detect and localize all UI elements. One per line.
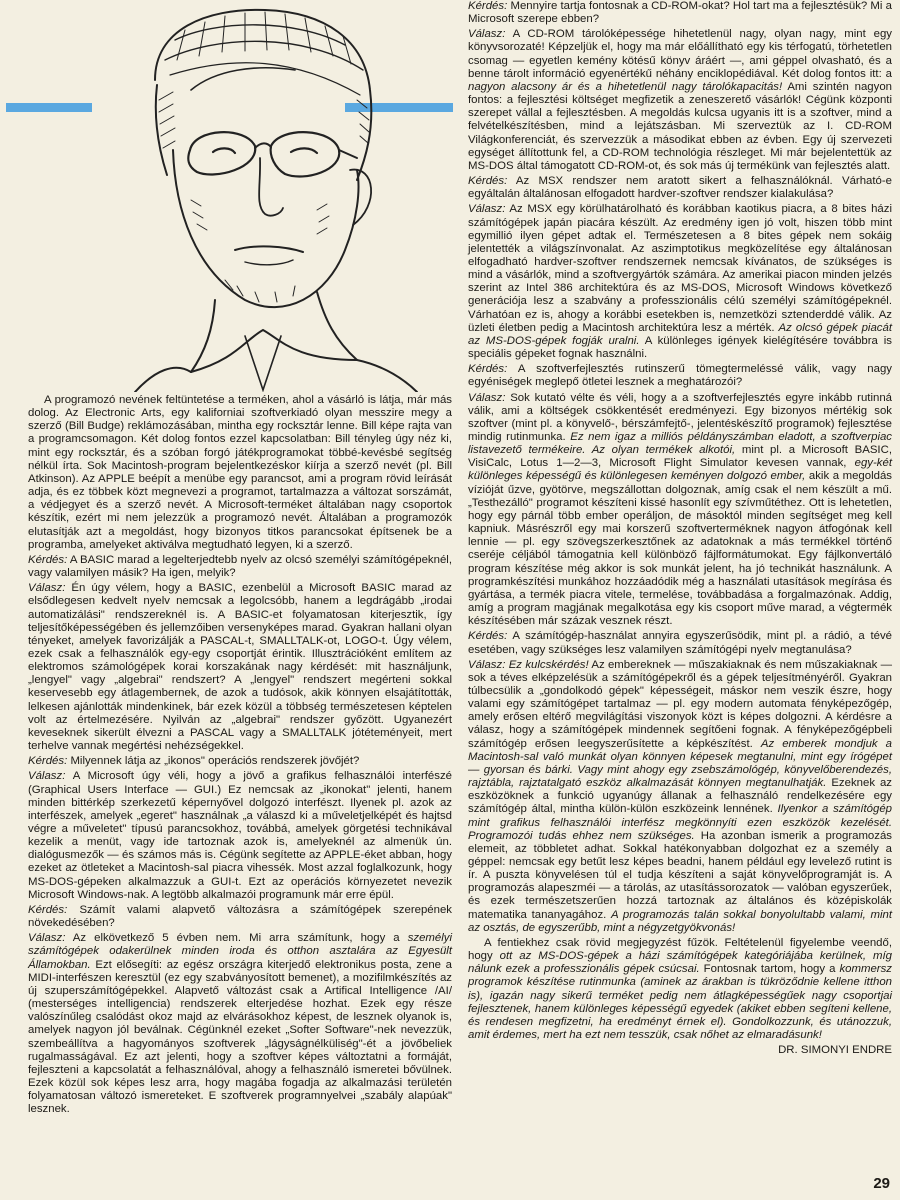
page-number: 29 bbox=[873, 1175, 890, 1192]
right-article-column bbox=[468, 0, 892, 1057]
answer-label: Válasz: bbox=[28, 932, 66, 945]
question-paragraph bbox=[468, 0, 892, 26]
answer-emphasis: egy-két különleges képességű és különlegesen keményen dolgozó ember, bbox=[468, 457, 892, 483]
answer-label: Válasz: bbox=[28, 582, 66, 595]
question-paragraph bbox=[28, 554, 452, 580]
answer-text: A Microsoft úgy véli, hogy a jövő a grafikus felhasználói interfészé (Graphical Users Interface — GUI.) Ez nemcsak az „ikonokat" jelenti, hanem minden bittérkép szerkezetű képernyővel dolgozó interfészt. Ilyenek pl. azok az interfészek, amelyek „egeret" használnak „a válaszd ki a műveletjelképét és hajtsd végre a műveletet" típusú parancsokhoz, továbbá, amelyek görgetési technikával kezelik a menüt, vagy ide tartoznak azok is, amelyeknél az almenük ún. dialógusmezők — és számos más is. Cégünk segítette az APPLE-éket abban, hogy ezeket az ötleteket a Macintosh-sal piacra vihessék. Most azzal foglalkozunk, hogy MS-DOS-gépeken alkalmazzuk a GUI-t. Ezt az operációs környezetet nevezik Microsoft Windows-nak. A legtöbb alkalmazói programunk már erre épül. bbox=[28, 770, 452, 901]
answer-emphasis: nagyon alacsony ár és a hihetetlenül nagy tárolókapacitás! bbox=[468, 80, 783, 93]
answer-text: Ezeknek az eszközöknek a funkció ugyanúgy állanak a felhasználó rendelkezésére egy számítógép által, mintha külön-külön eszközeink lennének. bbox=[468, 777, 892, 816]
question-paragraph bbox=[28, 904, 452, 930]
question-paragraph bbox=[468, 175, 892, 201]
answer-text: Én úgy vélem, hogy a BASIC, ezenbelül a Microsoft BASIC marad az elsődlegesen kedvelt nyelv nemcsak a legolcsóbb, hanem a legdrágább „irodai automatizálási" rendszereknél is. A BASIC-et folyamatosan kiterjesztik, így teljesítőképességében és jellemzőiben versenyképes marad. Gyakran hallani olyan tényeket, amelyek favorizálják a PASCAL-t, SMALLTALK-ot, LOGO-t. Úgy vélem, ezek csak a felhasználók egy-egy csoportját érintik. Illusztrációként említem az elektromos számológépek korai korszakának nagy kérdését: mit használjunk, „lengyel" vagy „algebrai" rendszert? A „lengyel" rendszert megérteni sokkal keservesebb egy átlagembernek, de azok a tudósok, akik könnyen elsajátították, lelkesen ajánlották mindenkinek, bár ezek közül a többség természetesen képtelen volt az értelmezésére. Nyilván az „algebrai" rendszer győzött. Ugyanezért keveseknek sikerült élvezni a PASCAL vagy a SMALLTALK jótéteményeit, mert terhelve vannak megértési nehézségekkel. bbox=[28, 582, 452, 753]
answer-emphasis: Az olcsó gépek piacát az MS-DOS-gépek fogják uralni. bbox=[468, 321, 892, 347]
answer-paragraph bbox=[468, 28, 892, 173]
closing-emphasis: ott az MS-DOS-gépek a házi számítógépek kategóriájába kerülnek, míg nálunk ezek a professzionális gépek csúcsai. bbox=[468, 950, 892, 976]
answer-paragraph bbox=[28, 932, 452, 1116]
answer-emphasis: Ez kulcskérdés! bbox=[508, 658, 589, 671]
answer-text: Ezt elősegíti: az egész országra kiterjedő elektronikus posta, zene a MIDI-interfészen keresztül (ez egy szabványosított bemenet), a mozifilmkészítés az új szuperszámítógépekkel. Alapvető változást csak a Artifical Intelligence /AI/ (mesterséges intelligencia) rendszerek elterjedése hozhat. Ezek egy része valószínűleg csalódást okoz majd az elvárásokhoz képest, de lesznek olyanok is, amelyek nagyon jól beválnak. Cégünknél ezeket „Softer Software"-nek nevezzük, szembeállítva a hagyományos szoftverek „lágyságnélküliség"-ét a jövőbeliek rugalmasságával. Ez azt jelenti, hogy a szoftver képes változtatni a formáját, fejleszteni a kapcsolatát a felhasználóval, ahogy a felhasználó ismeretei bővülnek. Ezek közül sok képes lesz arra, hogy magába fogadja az alkalmazási területén folyamatosan változó ismereteket. E szoftverek programnyelvei „szabály alapúak" lesznek. bbox=[28, 958, 452, 1116]
answer-text: A különleges igények kielégítésére továbbra is speciális gépeket fognak használni. bbox=[468, 334, 892, 361]
closing-paragraph bbox=[468, 937, 892, 1042]
intro-paragraph: A programozó nevének feltüntetése a terméken, ahol a vásárló is látja, már más dolog. Az Electronic Arts, egy kaliforniai szoftverkiadó olyan messzire megy a szerző (Bill Budge) reklámozásában, mintha egy rocksztár lenne. Bill képe rajta van a programcsomagon. Két dolog fontos ezzel kapcsolatban: Bill tényleg úgy néz ki, mint egy rocksztár, és a szóban forgó játékprogramokat többé-kevésbé segítség nélkül írta. Sok Macintosh-program bejelentkezéskor kiírja a szerző nevét (pl. Bill Atkinson). Az APPLE beépít a menübe egy parancsot, ami a program rövid leírását adja, és ez többek közt megnevezi a programot, tartalmazza a változat sorszámát, a védjegyet és a szerző nevét. A Microsoft-terméket általában nagy csoportok készítik, ezért mi nem jelezzük a programozó nevét. Általában a programozók elutasítják azt a megoldást, hogy bizonyos titkos parancsokat építsenek be a programba, amelyeket aktiválva megtudható legyen, ki a szerző. bbox=[28, 394, 452, 551]
author-signature: DR. SIMONYI ENDRE bbox=[778, 1044, 892, 1057]
question-label: Kérdés: bbox=[28, 553, 68, 566]
closing-emphasis: kommersz programok készítése rutinmunka (aminek az árakban is tükröződnie kellene itthon is), igazán nagy sikerű terméket pedig nem átlagképességűek nagy csoportjai fejlesztenek, hanem különleges képességű egyedek (akiket ebben segíteni kellene, és rendesen megfizetni, ha eredményt érnek el). Gondolkozzunk, és utánozzuk, amit érdemes, mert ha ezt nem tesszük, csak nőhet az elmaradásunk! bbox=[468, 963, 892, 1042]
answer-paragraph bbox=[468, 203, 892, 361]
left-article-column bbox=[28, 394, 452, 1118]
answer-paragraph bbox=[28, 582, 452, 753]
question-label: Kérdés: bbox=[28, 755, 68, 768]
question-text: A számítógép-használat annyira egyszerűsödik, mint pl. a rádió, a tévé esetében, vagy szükséges lesz valamilyen számítógépi nyelv megtanulása? bbox=[468, 630, 892, 656]
answer-text: Ha azonban ismerik a programozás elemeit, az többletet adhat. Sokkal hatékonyabban dolgozhat ez a személy a géppel: nemcsak egy betűt lesz képes beadni, hanem például egy levelező rutint is ír. A puszta könyvelésen túl el tudja készíteni a saját könyvelőprogramját is. A programozás alapeszméi — a tárolás, az utasítássorozatok — valóban egyszerűek, és ezek természetszerűen hozzá tartoznak az általános és középiskolák matematika tananyagához. bbox=[468, 829, 892, 921]
portrait-illustration bbox=[95, 0, 435, 392]
answer-text: Az elkövetkező 5 évben nem. Mi arra számítunk, hogy a bbox=[72, 932, 408, 945]
answer-text: Sok kutató vélte és véli, hogy a a szoftverfejlesztés egyre inkább rutinná válik, ami a költségek csökkentését eredményezi. Egy bizonyos mértékig sok szoftver (mint pl. a könyvelő-, bérszámfejtő-, jelentéskészítő programok) fejlesztése mindig rutinmunka. bbox=[468, 391, 892, 443]
answer-emphasis: Ilyenkor a számítógép mint grafikus felhasználói interfész megkönnyíti ezen eszközök kezelését. Programozói tudás ehhez nem szükséges. bbox=[468, 803, 892, 842]
question-paragraph bbox=[468, 630, 892, 656]
question-paragraph bbox=[28, 755, 452, 768]
answer-text: Ami szintén nagyon fontos: a fejlesztési költséget megfizetik a zeneszerető vásárlók! Cégünk központi szerepet vállal a fejlesztésben. A megoldás kulcsa ugyanis itt is a szoftver, mind a felvételkészítésben, mind a lejátszásban. Mi szerveztük az I. CD-ROM Világkonferenciát, és szervezzük a másodikat ebben az évben. Egy új szervezeti egységet állítottunk fel, a CD-ROM technológia részleget. Mi már bejelentettük az MS-DOS által támogatott CD-ROM-ot, és sok más új termékünk van fejlesztés alatt. bbox=[468, 80, 892, 172]
question-text: A szoftverfejlesztés rutinszerű tömegtermeléssé válik, vagy nagy egyéniségek meglepő ötletei lesznek a meghatározói? bbox=[468, 363, 892, 389]
answer-paragraph bbox=[468, 659, 892, 935]
answer-emphasis: Ez nem igaz a milliós példányszámban eladott, a szoftverpiac listavezető termékeire. Az olyan termékek alkotói, bbox=[468, 431, 893, 457]
question-label: Kérdés: bbox=[468, 175, 508, 188]
answer-label: Válasz: bbox=[468, 391, 506, 404]
closing-text: A fentiekhez csak rövid megjegyzést fűzök. Feltételenül figyelembe veendő, hogy bbox=[468, 936, 892, 963]
answer-emphasis: A programozás talán sokkal bonyolultabb valami, mint az osztás, de egyszerűbb, mint a négyzetgyökvonás! bbox=[468, 908, 892, 934]
answer-text: Az embereknek — műszakiaknak és nem műszakiaknak — sok a téves elképzelésük a számítógépekről és a gépek teljesítményéről. Gyakran túlbecsülik a „gondolkodó gépek" képességeit, máskor nem veszik észre, hogy valami egy számítógépet tartalmaz — pl. egy modern automata fényképezőgép, amely erősen eltérő megvilágítási viszonyok közt is képes dolgozni. A kérdésre a válasz, hogy a számítógépek mindennek segítőeni fognak. A fényképezőgépbeli számítógép erősen leegyszerűsítette a képkészítést. bbox=[468, 658, 892, 750]
question-text: Mennyire tartja fontosnak a CD-ROM-okat? Hol tart ma a fejlesztésük? Mi a Microsoft szerepe ebben? bbox=[468, 0, 892, 26]
answer-text: A CD-ROM tárolóképessége hihetetlenül nagy, olyan nagy, mint egy könyvsorozaté! Képzeljük el, hogy ma már előállítható egy kis térfogatú, törhetetlen csomag — egyetlen kemény kötésű könyv áráért —, ami géppel olvasható, és a benne tárolt információ egyenértékű néhány enciklopédiával. Két dolog fontos itt: a bbox=[468, 28, 892, 80]
question-text: A BASIC marad a legelterjedtebb nyelv az olcsó személyi számítógépeknél, vagy valamilyen másik? Ha igen, melyik? bbox=[28, 553, 452, 580]
answer-text: Az MSX egy körülhatárolható és korábban kaotikus piacra, a 8 bites házi számítógépek japán piacára készült. Az eredmény igen jó volt, hiszen több mint egymillió ilyen gépet adtak el. Természetesen a 8 bites gépek nem sokáig jelentették a világszínvonalat. Az aszimptotikus megközelítése egy általánosan elfogadható hardver-szoftver rendszernek nemcsak kívánatos, de szükséges is mind a vásárlók, mind a szoftvergyártók számára. Az amerikai piacon minden jelzés szerint az Intel 386 architektúra és az MS-DOS, Microsoft Windows következő generációja lesz a szabvány a professzionális célú személyi számítógépeknél. Várhatóan ez is, ahogy a korábbi esetekben is, nemzetközi sztenderddé válik. Az üzleti életben pedig a Macintosh architektúra lesz a mérték. bbox=[468, 203, 892, 334]
accent-bar-left bbox=[6, 103, 92, 112]
question-label: Kérdés: bbox=[28, 903, 68, 916]
answer-label: Válasz: bbox=[468, 203, 506, 216]
answer-label: Válasz: bbox=[468, 28, 506, 41]
answer-emphasis: Az emberek mondjuk a Macintosh-sal való munkát olyan könnyen képesek megtanulni, mint egy írógépet — gyorsan és bárki. Vagy mint ahogy egy zsebszámológép, könyvelőberendezés, rajztábla, rajztatalgató eszköz alkalmazását könnyen megtanulhatják. bbox=[468, 737, 892, 790]
question-label: Kérdés: bbox=[468, 0, 508, 12]
answer-paragraph bbox=[468, 392, 892, 629]
answer-label: Válasz: bbox=[28, 770, 66, 783]
question-text: Az MSX rendszer nem aratott sikert a felhasználóknál. Várható-e egyáltalán általánosan elfogadott hardver-szoftver rendszer kialakulása? bbox=[468, 175, 892, 201]
answer-text: mint pl. a Microsoft BASIC, VisiCalc, Lotus 1—2—3, Microsoft Flight Simulator kevesen vannak, bbox=[468, 444, 892, 470]
question-paragraph bbox=[468, 363, 892, 389]
answer-label: Válasz: bbox=[468, 658, 506, 671]
question-label: Kérdés: bbox=[468, 363, 508, 376]
answer-text: akik a megoldás vízióját űzve, gyötörve, megszállottan dolgoznak, amíg csak el nem készült a mű. „Testhezálló" programot készíteni kissé hasonlít egy szívműtéthez. Ott is lehetetlen, hogy egy párnál több ember operáljon, de másoktól minden segítséget meg kell kapniuk. Másrészről egy mai korszerű szoftverterméknek nagyon átfogónak kell lennie — pl. egy szövegszerkesztőnek az adatoknak a más termékkel történő cseréje céljából támogatnia kell különböző fájlformátumokat. Egy fájlkonvertáló program készítése még akkor is sok munkát jelent, ha jó technikát használunk. A programkészítési munkához hozzáadódik még a használati utasítások megírása és gyártása, a termék piacra vitele, termelése, továbbadása a forgalmazónak. Addig, amíg a program magjának megalkotása egy kis csoport műve marad, a végtermék készítésében már százak vesznek részt. bbox=[468, 470, 892, 628]
answer-paragraph bbox=[28, 770, 452, 902]
question-label: Kérdés: bbox=[468, 630, 508, 643]
question-text: Számít valami alapvető változásra a számítógépek szerepének növekedésében? bbox=[28, 903, 452, 930]
question-text: Milyennek látja az „ikonos" operációs rendszerek jövőjét? bbox=[70, 755, 360, 768]
answer-emphasis: személyi számítógépek odakerülnek minden iroda és otthon asztalára az Egyesült Államokban. bbox=[28, 932, 452, 971]
closing-text: Fontosnak tartom, hogy a bbox=[699, 963, 840, 976]
